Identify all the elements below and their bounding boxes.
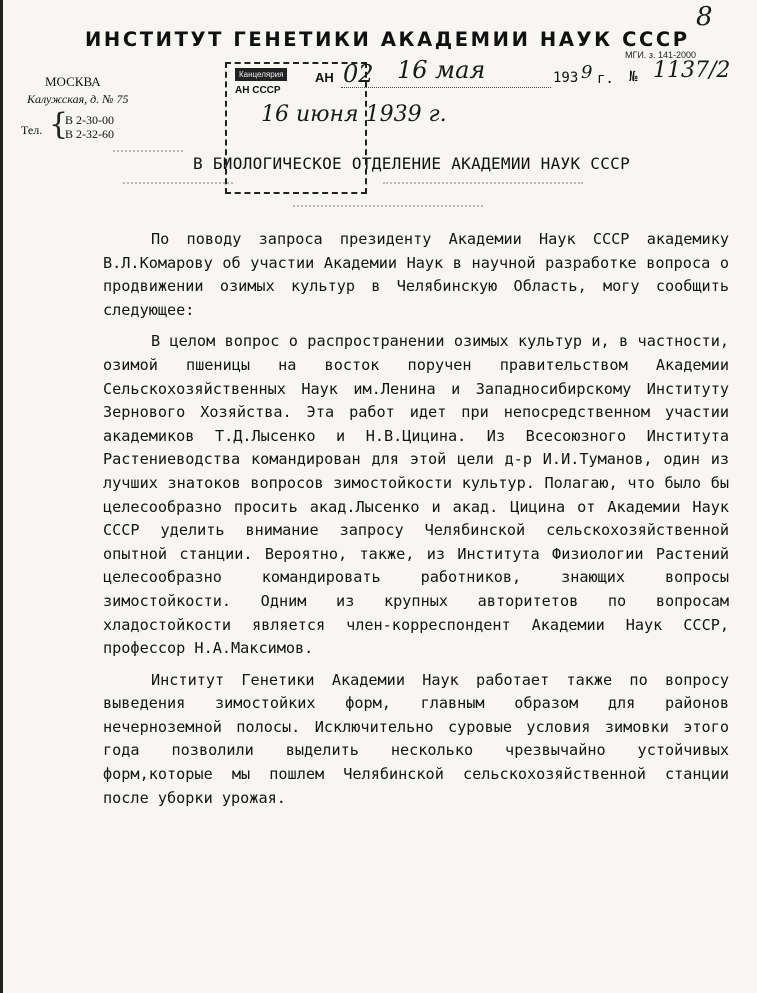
paragraph-intro: По поводу запроса президенту Академии Наук СССР академику В.Л.Комарову об участии Академии Наук в научной разработке вопроса о продвижении озимых культур в Челябинскую Область, могу сообщить следующее:	[103, 230, 729, 319]
typewriter-smudge	[383, 182, 583, 190]
typewriter-smudge	[123, 182, 233, 190]
telephone-number-2: В 2-32-60	[65, 127, 114, 141]
typewriter-smudge	[113, 150, 183, 158]
handwritten-registration-date: 16 июня 1939 г.	[261, 102, 447, 127]
stamp-organization: АН СССР	[235, 85, 281, 96]
year-printed-prefix: 193	[553, 70, 579, 86]
brace-icon: {	[49, 107, 69, 142]
year-suffix: г.	[597, 71, 614, 87]
paragraph-institute: Институт Генетики Академии Наук работает также по вопросу выведения зимостойких форм, главным образом для районов нечерноземной полосы. Исключительно суровые условия зимовки этого года позволили выделить несколько чрезвычайно устойчивых форм,которые мы пошлем Челябинской сельскохозяйственной станции после уборки урожая.	[103, 670, 729, 807]
archive-page-number: 8	[696, 2, 713, 32]
date-underline	[341, 86, 551, 88]
typewriter-smudge	[293, 205, 483, 213]
letter-body	[103, 228, 729, 810]
letterhead-title: ИНСТИТУТ ГЕНЕТИКИ АКАДЕМИИ НАУК СССР	[85, 28, 690, 51]
stamp-prefix: АН	[315, 70, 334, 85]
number-label: №	[629, 69, 638, 85]
handwritten-month: 16 мая	[397, 56, 486, 84]
telephone-label: Тел.	[21, 123, 43, 137]
handwritten-day: 02	[343, 60, 374, 88]
handwritten-document-number: 1137/2	[653, 58, 731, 83]
stamp-office-label: Канцелярия	[235, 68, 287, 81]
paragraph-main: В целом вопрос о распространении озимых культур и, в частности, озимой пшеницы на восток поручен правительством Академии Сельскохозяйственных Наук им.Ленина и Западносибирскому Институту Зернового Хозяйства. Эта работ идет при непосредственном участии академиков Т.Д.Лысенко и Н.В.Цицина. Из Всесоюзного Института Растениеводства командирован для этой цели д-р И.И.Туманов, один из лучших знатоков вопросов зимостойкости культур. Полагаю, что было бы целесообразно просить акад.Лысенко и акад. Цицина от Академии Наук СССР уделить внимание запросу Челябинской сельскохозяйственной опытной станции. Вероятно, также, из Института Физиологии Растений целесообразно командировать работников, знающих вопросы зимостойкости. Одним из крупных авторитетов по вопросам хладостойкости является член-корреспондент Академии Наук СССР, профессор Н.А.Максимов.	[103, 332, 729, 658]
address-street: Калужская, д. № 75	[27, 92, 129, 106]
archive-reference: МГИ. з. 141-2000	[625, 50, 697, 60]
address-city: МОСКВА	[45, 74, 101, 89]
telephone-number-1: В 2-30-00	[65, 113, 114, 127]
handwritten-year-digit: 9	[581, 62, 593, 83]
addressee-line: В БИОЛОГИЧЕСКОЕ ОТДЕЛЕНИЕ АКАДЕМИИ НАУК СССР	[193, 154, 631, 173]
